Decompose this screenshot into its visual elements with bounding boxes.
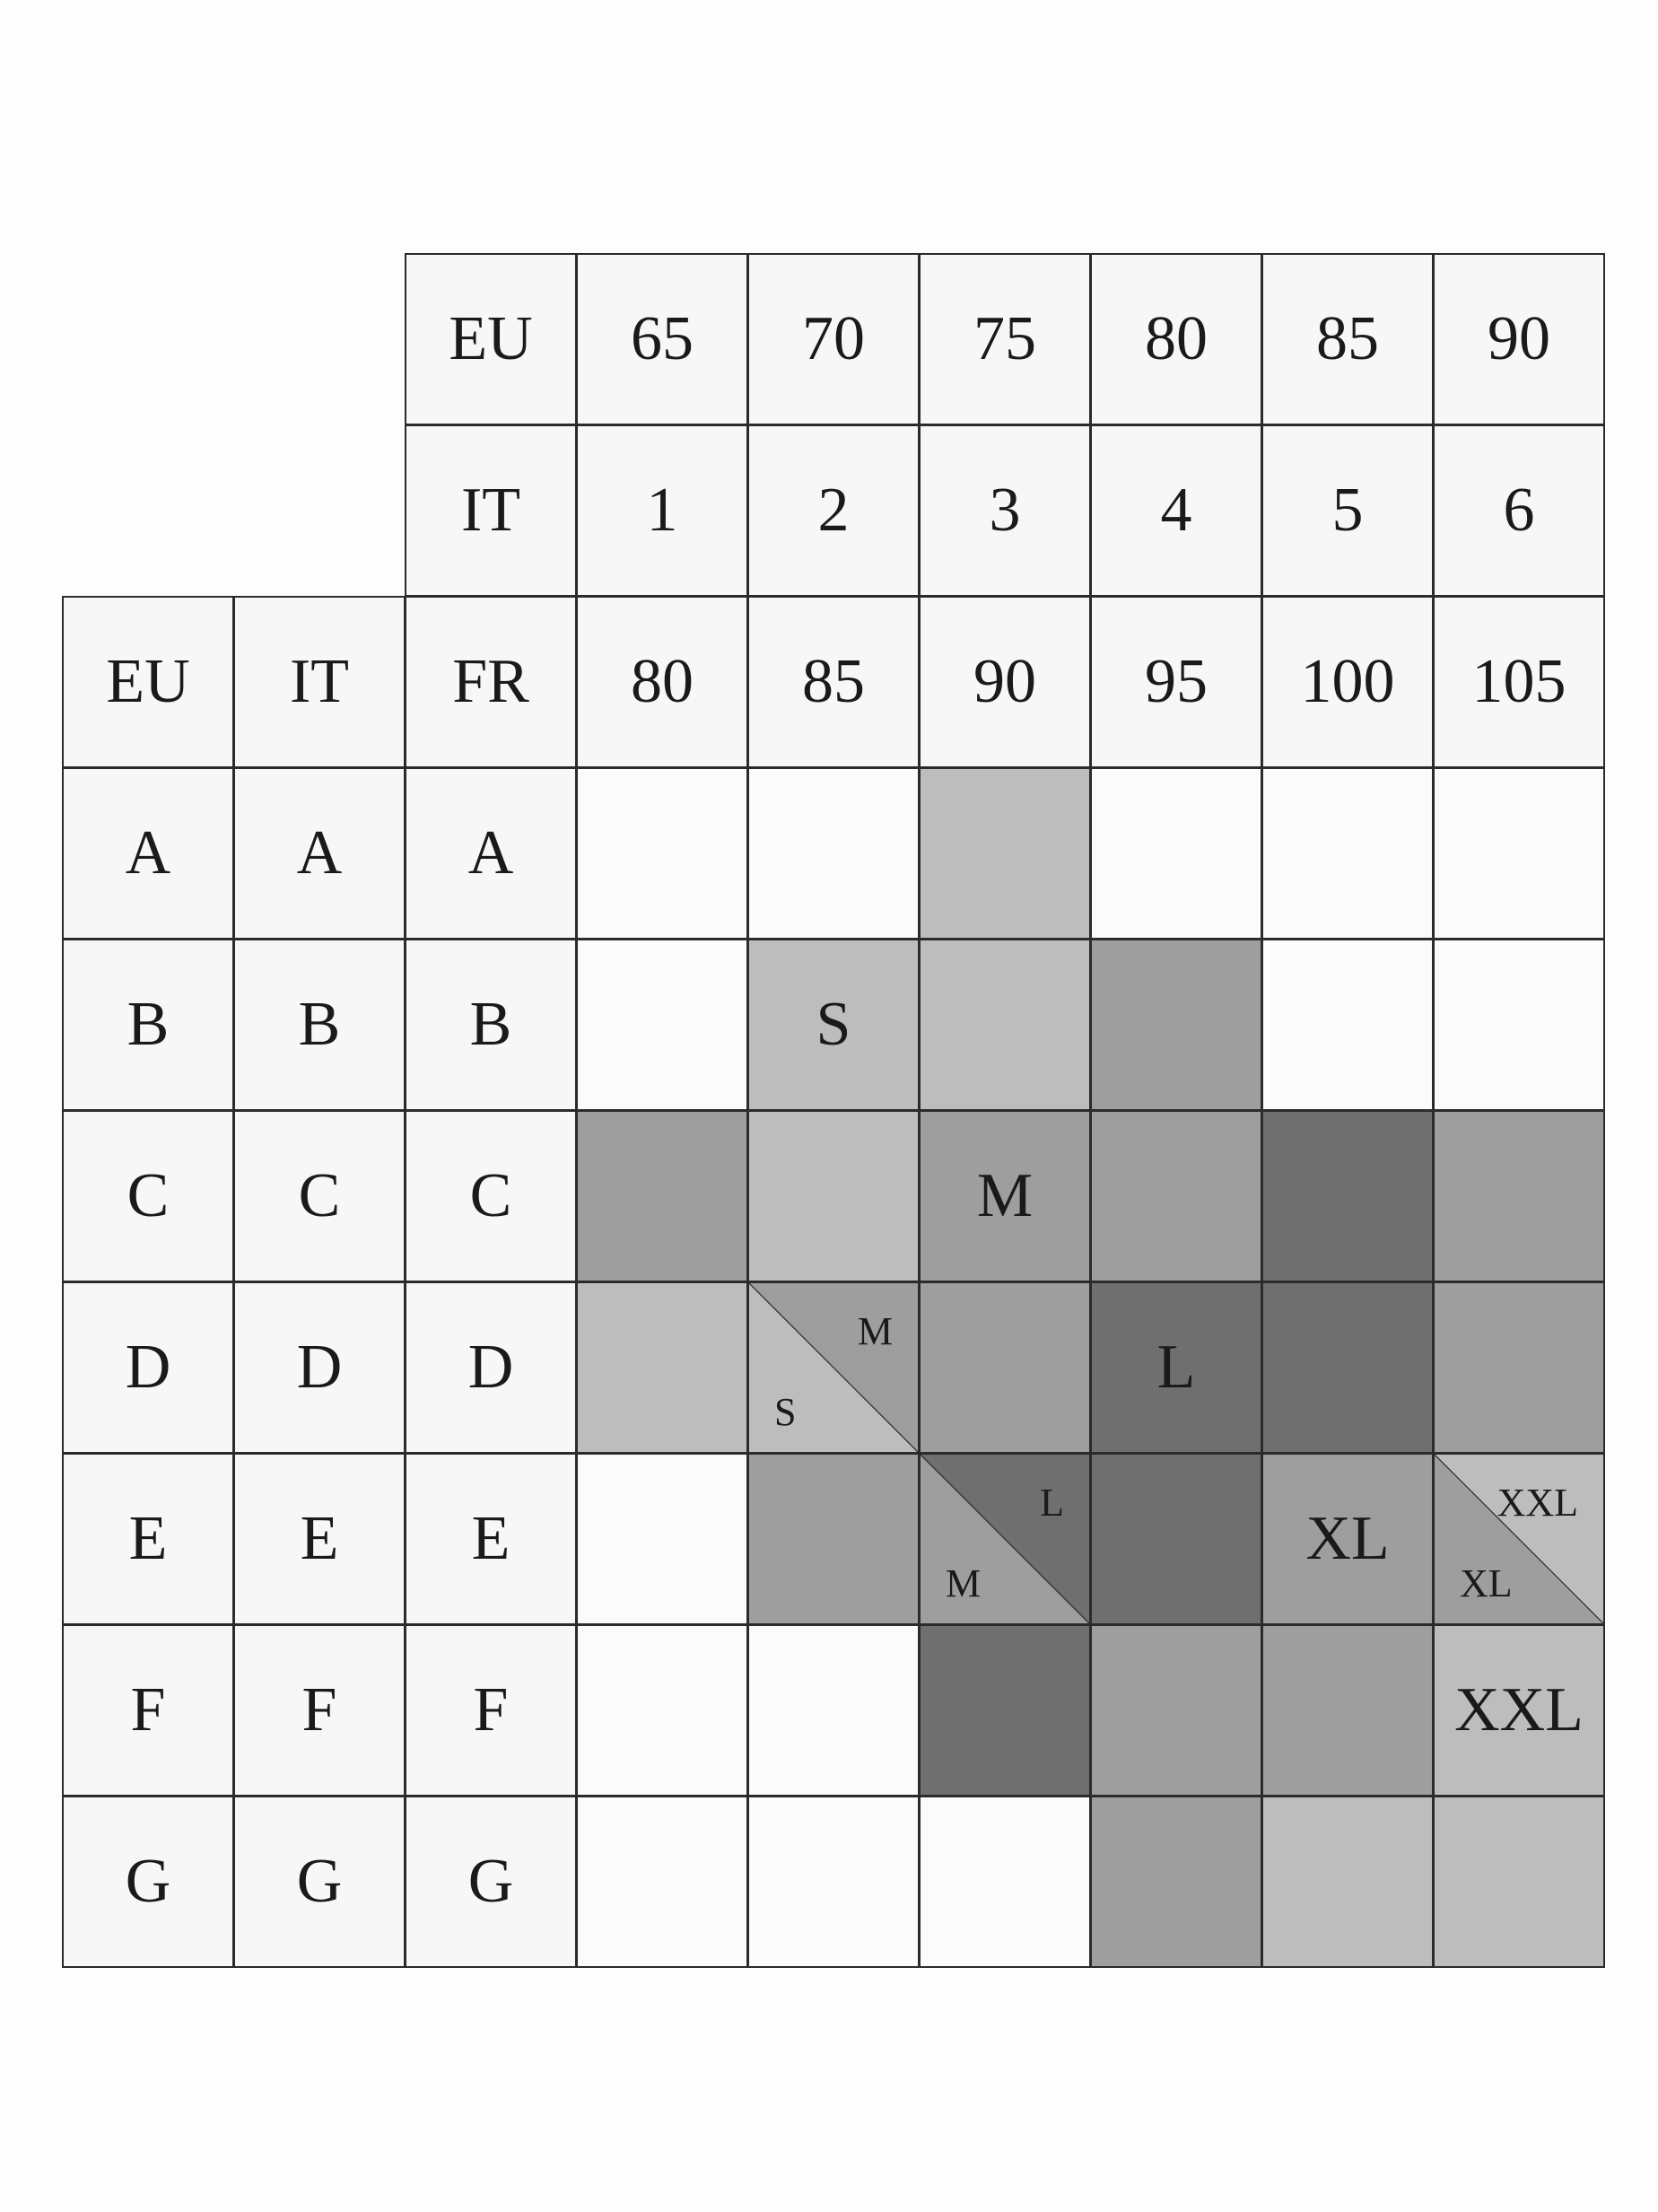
cup-label: G [467, 1847, 514, 1916]
size-cell [747, 1453, 920, 1625]
size-cell [576, 1110, 748, 1282]
split-size-cell [919, 1453, 1091, 1625]
size-cell [919, 1110, 1091, 1282]
column-header-label: 100 [1300, 647, 1395, 716]
size-cell [1433, 939, 1605, 1111]
size-cell [576, 1281, 748, 1454]
cup-label-cell [233, 1110, 406, 1282]
split-size-cell [747, 1281, 920, 1454]
cup-label-cell [233, 1796, 406, 1968]
split-size-cell [1433, 1453, 1605, 1625]
size-cell [919, 1624, 1091, 1797]
size-cell [1090, 939, 1262, 1111]
cup-label-cell [233, 767, 406, 940]
size-cell [576, 1453, 748, 1625]
header-cell [405, 424, 577, 597]
size-cell [1090, 1624, 1262, 1797]
header-cell [747, 253, 920, 425]
cup-label-cell [233, 1453, 406, 1625]
size-cell [1433, 1281, 1605, 1454]
size-cell [1261, 1281, 1434, 1454]
size-cell [747, 1796, 920, 1968]
column-header-label: 105 [1471, 647, 1566, 716]
upper-size-label: M [857, 1309, 893, 1353]
lower-size-label: XL [1460, 1561, 1513, 1605]
cup-label: G [125, 1847, 171, 1916]
column-header-cell [1433, 596, 1605, 768]
upper-size-label: XXL [1497, 1481, 1578, 1525]
size-cell [1090, 1281, 1262, 1454]
header-label: 85 [1316, 304, 1379, 373]
cup-label-cell [405, 767, 577, 940]
header-label: 3 [989, 476, 1021, 545]
column-header-cell [233, 596, 406, 768]
size-cell [919, 767, 1091, 940]
header-label: 80 [1145, 304, 1208, 373]
cup-label-cell [233, 1281, 406, 1454]
header-label: 65 [631, 304, 694, 373]
cup-label-cell [405, 1453, 577, 1625]
column-header-label: 90 [973, 647, 1036, 716]
size-label: L [1156, 1333, 1196, 1402]
column-header-cell [747, 596, 920, 768]
cup-label: G [296, 1847, 343, 1916]
size-cell [1261, 767, 1434, 940]
cup-label: F [301, 1675, 337, 1744]
cup-label: D [467, 1333, 514, 1402]
column-header-cell [62, 596, 234, 768]
cup-label-cell [405, 939, 577, 1111]
cup-label-cell [233, 1624, 406, 1797]
size-cell [919, 1281, 1091, 1454]
size-cell [1090, 767, 1262, 940]
header-cell [1433, 424, 1605, 597]
cup-label: C [127, 1161, 170, 1230]
cup-label: B [469, 990, 512, 1059]
size-cell [747, 1110, 920, 1282]
column-header-label: 85 [802, 647, 865, 716]
cup-label-cell [405, 1110, 577, 1282]
header-cell [1261, 424, 1434, 597]
header-label: 70 [802, 304, 865, 373]
column-header-label: 95 [1145, 647, 1208, 716]
column-header-cell [405, 596, 577, 768]
cup-label-cell [62, 1624, 234, 1797]
column-header-cell [576, 596, 748, 768]
cup-label-cell [62, 1796, 234, 1968]
cup-label: B [127, 990, 170, 1059]
header-label: 1 [646, 476, 678, 545]
size-cell [919, 1796, 1091, 1968]
size-cell [1261, 1453, 1434, 1625]
cup-label: A [467, 818, 514, 887]
header-cell [1090, 424, 1262, 597]
column-header-label: FR [452, 647, 529, 716]
size-cell [1433, 1624, 1605, 1797]
header-label: 2 [817, 476, 850, 545]
cup-label: A [125, 818, 171, 887]
size-cell [747, 767, 920, 940]
header-cell [576, 424, 748, 597]
size-cell [747, 1624, 920, 1797]
size-label: M [976, 1161, 1034, 1230]
size-cell [576, 767, 748, 940]
upper-size-label: L [1040, 1481, 1064, 1525]
size-cell [576, 1796, 748, 1968]
size-cell [1090, 1453, 1262, 1625]
column-header-label: 80 [631, 647, 694, 716]
cup-label-cell [233, 939, 406, 1111]
size-cell [1261, 1624, 1434, 1797]
cup-label: B [298, 990, 341, 1059]
cup-label-cell [62, 939, 234, 1111]
lower-size-label: M [946, 1561, 982, 1605]
size-cell [1433, 1110, 1605, 1282]
cup-label-cell [62, 767, 234, 940]
header-label: 6 [1503, 476, 1535, 545]
size-label: S [816, 990, 851, 1059]
cup-label: C [469, 1161, 512, 1230]
cup-label: D [296, 1333, 343, 1402]
cup-label: F [130, 1675, 166, 1744]
size-cell [1261, 1796, 1434, 1968]
header-label: 90 [1488, 304, 1550, 373]
lower-size-label: S [774, 1390, 797, 1434]
header-label: 4 [1160, 476, 1192, 545]
cup-label: D [125, 1333, 171, 1402]
size-cell [919, 939, 1091, 1111]
column-header-cell [919, 596, 1091, 768]
cup-label-cell [405, 1624, 577, 1797]
size-label: XXL [1454, 1675, 1584, 1744]
header-cell [1261, 253, 1434, 425]
size-cell [1261, 1110, 1434, 1282]
size-label: XL [1305, 1504, 1390, 1573]
header-cell [919, 424, 1091, 597]
column-header-cell [1261, 596, 1434, 768]
cup-label-cell [62, 1281, 234, 1454]
cup-label-cell [405, 1796, 577, 1968]
size-cell [747, 939, 920, 1111]
column-header-label: EU [106, 647, 190, 716]
header-cell [576, 253, 748, 425]
size-cell [576, 1624, 748, 1797]
column-header-label: IT [289, 647, 350, 716]
cup-label: F [473, 1675, 509, 1744]
size-cell [576, 939, 748, 1111]
cup-label-cell [62, 1110, 234, 1282]
header-label: 5 [1331, 476, 1364, 545]
cup-label: A [296, 818, 343, 887]
header-cell [405, 253, 577, 425]
size-cell [1433, 1796, 1605, 1968]
header-cell [1090, 253, 1262, 425]
cup-label-cell [405, 1281, 577, 1454]
size-cell [1433, 767, 1605, 940]
cup-label-cell [62, 1453, 234, 1625]
size-cell [1261, 939, 1434, 1111]
header-label: IT [460, 476, 521, 545]
size-cell [1090, 1796, 1262, 1968]
size-cell [1090, 1110, 1262, 1282]
cup-label: E [300, 1504, 339, 1573]
cup-label: C [298, 1161, 341, 1230]
header-cell [919, 253, 1091, 425]
column-header-cell [1090, 596, 1262, 768]
cup-label: E [128, 1504, 168, 1573]
header-cell [747, 424, 920, 597]
header-label: EU [449, 304, 533, 373]
header-label: 75 [973, 304, 1036, 373]
header-cell [1433, 253, 1605, 425]
cup-label: E [471, 1504, 510, 1573]
